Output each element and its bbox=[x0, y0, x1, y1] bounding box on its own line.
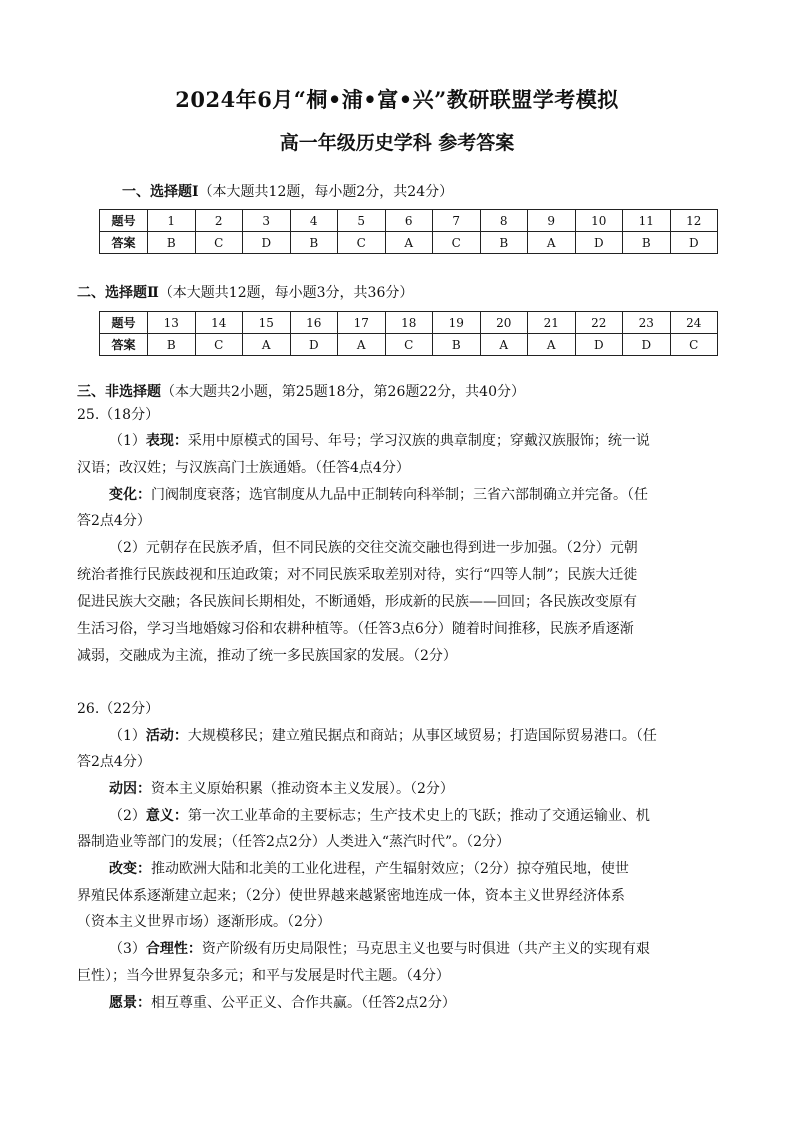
row-label: 答案 bbox=[100, 232, 148, 254]
section2-note: （本大题共12题，每小题3分，共36分） bbox=[158, 285, 414, 301]
answer-cell: A bbox=[338, 334, 386, 356]
row-label: 答案 bbox=[100, 334, 148, 356]
question-number-cell: 24 bbox=[670, 312, 718, 334]
q26-part1-prefix: （1） bbox=[109, 728, 146, 744]
question-number-cell: 5 bbox=[338, 210, 386, 232]
q25-change-line1 bbox=[109, 485, 648, 505]
answer-cell: A bbox=[480, 334, 528, 356]
q26-part2-prefix: （2） bbox=[109, 808, 146, 824]
question-number-cell: 6 bbox=[385, 210, 433, 232]
question-number-cell: 4 bbox=[290, 210, 338, 232]
question-number-cell: 23 bbox=[623, 312, 671, 334]
answer-cell: C bbox=[385, 334, 433, 356]
question-number-cell: 19 bbox=[433, 312, 481, 334]
row-label: 题号 bbox=[100, 210, 148, 232]
answer-cell: D bbox=[623, 334, 671, 356]
page-subtitle: 高一年级历史学科 参考答案 bbox=[279, 132, 515, 154]
answer-cell: A bbox=[528, 334, 576, 356]
q26-rationality-text1: 资产阶级有历史局限性；马克思主义也要与时俱进（共产主义的实现有艰 bbox=[201, 941, 650, 957]
table-row-numbers bbox=[100, 210, 718, 232]
question-number-cell: 17 bbox=[338, 312, 386, 334]
section1-note: （本大题共12题，每小题2分，共24分） bbox=[198, 184, 454, 200]
answer-cell: B bbox=[290, 232, 338, 254]
question-number-cell: 21 bbox=[528, 312, 576, 334]
answer-cell: D bbox=[243, 232, 291, 254]
q26-meaning-line2: 器制造业等部门的发展；（任答2点2分）人类进入“蒸汽时代”。（2分） bbox=[77, 834, 511, 850]
q26-vision-text1: 相互尊重、公平正义、合作共赢。（任答2点2分） bbox=[151, 995, 456, 1011]
answer-cell: C bbox=[433, 232, 481, 254]
section2-heading bbox=[77, 282, 413, 302]
answer-cell: B bbox=[148, 232, 196, 254]
answer-cell: A bbox=[385, 232, 433, 254]
answer-cell: C bbox=[195, 334, 243, 356]
section1-title: 一、选择题Ⅰ bbox=[122, 184, 199, 200]
q25-part1-label: 表现： bbox=[145, 433, 188, 449]
answer-cell: D bbox=[575, 232, 623, 254]
table-row-answers bbox=[100, 232, 718, 254]
q26-number: 26.（22分） bbox=[77, 701, 160, 717]
q25-number: 25.（18分） bbox=[77, 407, 160, 423]
answer-cell: B bbox=[433, 334, 481, 356]
q26-vision-line1 bbox=[109, 993, 456, 1013]
q25-part1-prefix: （1） bbox=[109, 433, 146, 449]
q26-activity-line2: 答2点4分） bbox=[77, 754, 151, 770]
q26-change-text1: 推动欧洲大陆和北美的工业化进程，产生辐射效应；（2分）掠夺殖民地，使世 bbox=[151, 861, 629, 877]
question-number-cell: 13 bbox=[148, 312, 196, 334]
q26-meaning-text1: 第一次工业革命的主要标志；生产技术史上的飞跃；推动了交通运输业、机 bbox=[187, 808, 650, 824]
q26-rationality-line2: 巨性）；当今世界复杂多元；和平与发展是时代主题。（4分） bbox=[77, 968, 450, 984]
answer-cell: B bbox=[623, 232, 671, 254]
q26-motive-line1 bbox=[109, 779, 454, 799]
q25-change-text1: 门阀制度衰落；选官制度从九品中正制转向科举制；三省六部制确立并完备。（任 bbox=[151, 487, 648, 503]
q25-part1-text1: 采用中原模式的国号、年号；学习汉族的典章制度；穿戴汉族服饰；统一说 bbox=[187, 433, 650, 449]
q25-part2-line2: 统治者推行民族歧视和压迫政策；对不同民族采取差别对待，实行“四等人制”；民族大迁徙 bbox=[77, 567, 638, 583]
question-number-cell: 9 bbox=[528, 210, 576, 232]
question-number-cell: 15 bbox=[243, 312, 291, 334]
q25-part2-line1: （2）元朝存在民族矛盾，但不同民族的交往交流交融也得到进一步加强。（2分）元朝 bbox=[109, 540, 638, 556]
q25-part2-line5: 减弱，交融成为主流，推动了统一多民族国家的发展。（2分） bbox=[77, 648, 457, 664]
q25-part1-line2: 汉语；改汉姓；与汉族高门士族通婚。（任答4点4分） bbox=[77, 460, 410, 476]
answer-cell: C bbox=[338, 232, 386, 254]
question-number-cell: 11 bbox=[623, 210, 671, 232]
answer-cell: D bbox=[575, 334, 623, 356]
q26-part3-prefix: （3） bbox=[109, 941, 146, 957]
table-row-answers bbox=[100, 334, 718, 356]
answer-cell: D bbox=[670, 232, 718, 254]
question-number-cell: 10 bbox=[575, 210, 623, 232]
question-number-cell: 3 bbox=[243, 210, 291, 232]
section2-title: 二、选择题Ⅱ bbox=[77, 285, 159, 301]
question-number-cell: 8 bbox=[480, 210, 528, 232]
answer-cell: C bbox=[195, 232, 243, 254]
q26-activity-label: 活动： bbox=[145, 728, 188, 744]
table-row-numbers bbox=[100, 312, 718, 334]
q26-change-line3: （资本主义世界市场）逐渐形成。（2分） bbox=[77, 914, 331, 930]
answer-table-2 bbox=[99, 311, 718, 356]
question-number-cell: 16 bbox=[290, 312, 338, 334]
q26-meaning-label: 意义： bbox=[145, 808, 188, 824]
question-number-cell: 20 bbox=[480, 312, 528, 334]
question-number-cell: 22 bbox=[575, 312, 623, 334]
section3-note: （本大题共2小题，第25题18分，第26题22分，共40分） bbox=[161, 384, 525, 400]
answer-cell: A bbox=[243, 334, 291, 356]
q25-change-line2: 答2点4分） bbox=[77, 513, 151, 529]
answer-cell: B bbox=[480, 232, 528, 254]
question-number-cell: 12 bbox=[670, 210, 718, 232]
q26-rationality-line1 bbox=[109, 939, 650, 959]
q25-part2-line4: 生活习俗，学习当地婚嫁习俗和农耕种植等。（任答3点6分）随着时间推移，民族矛盾逐渐 bbox=[77, 621, 634, 637]
section3-heading bbox=[77, 381, 525, 401]
q26-activity-text1: 大规模移民；建立殖民据点和商站；从事区域贸易；打造国际贸易港口。（任 bbox=[187, 728, 657, 744]
q26-meaning-line1 bbox=[109, 806, 650, 826]
q26-change-label: 改变： bbox=[109, 861, 151, 877]
q25-part2-line3: 促进民族大交融；各民族间长期相处，不断通婚，形成新的民族——回回；各民族改变原有 bbox=[77, 594, 637, 610]
section3-title: 三、非选择题 bbox=[77, 384, 161, 400]
row-label: 题号 bbox=[100, 312, 148, 334]
page-title: 2024年6月“桐•浦•富•兴”教研联盟学考模拟 bbox=[175, 87, 619, 112]
question-number-cell: 14 bbox=[195, 312, 243, 334]
answer-cell: C bbox=[670, 334, 718, 356]
q26-change-line1 bbox=[109, 859, 629, 879]
q26-activity-line1 bbox=[109, 726, 657, 746]
q26-motive-label: 动因： bbox=[109, 781, 151, 797]
question-number-cell: 18 bbox=[385, 312, 433, 334]
q25-change-label: 变化： bbox=[109, 487, 151, 503]
question-number-cell: 1 bbox=[148, 210, 196, 232]
q26-vision-label: 愿景： bbox=[109, 995, 151, 1011]
q26-change-line2: 界殖民体系逐渐建立起来；（2分）使世界越来越紧密地连成一体，资本主义世界经济体系 bbox=[77, 888, 625, 904]
answer-cell: A bbox=[528, 232, 576, 254]
question-number-cell: 7 bbox=[433, 210, 481, 232]
answer-cell: B bbox=[148, 334, 196, 356]
answer-cell: D bbox=[290, 334, 338, 356]
answer-table-1 bbox=[99, 209, 718, 254]
q25-part1-line1 bbox=[109, 431, 650, 451]
q26-rationality-label: 合理性： bbox=[145, 941, 202, 957]
q26-motive-text1: 资本主义原始积累（推动资本主义发展）。（2分） bbox=[151, 781, 454, 797]
question-number-cell: 2 bbox=[195, 210, 243, 232]
section1-heading bbox=[122, 181, 453, 201]
